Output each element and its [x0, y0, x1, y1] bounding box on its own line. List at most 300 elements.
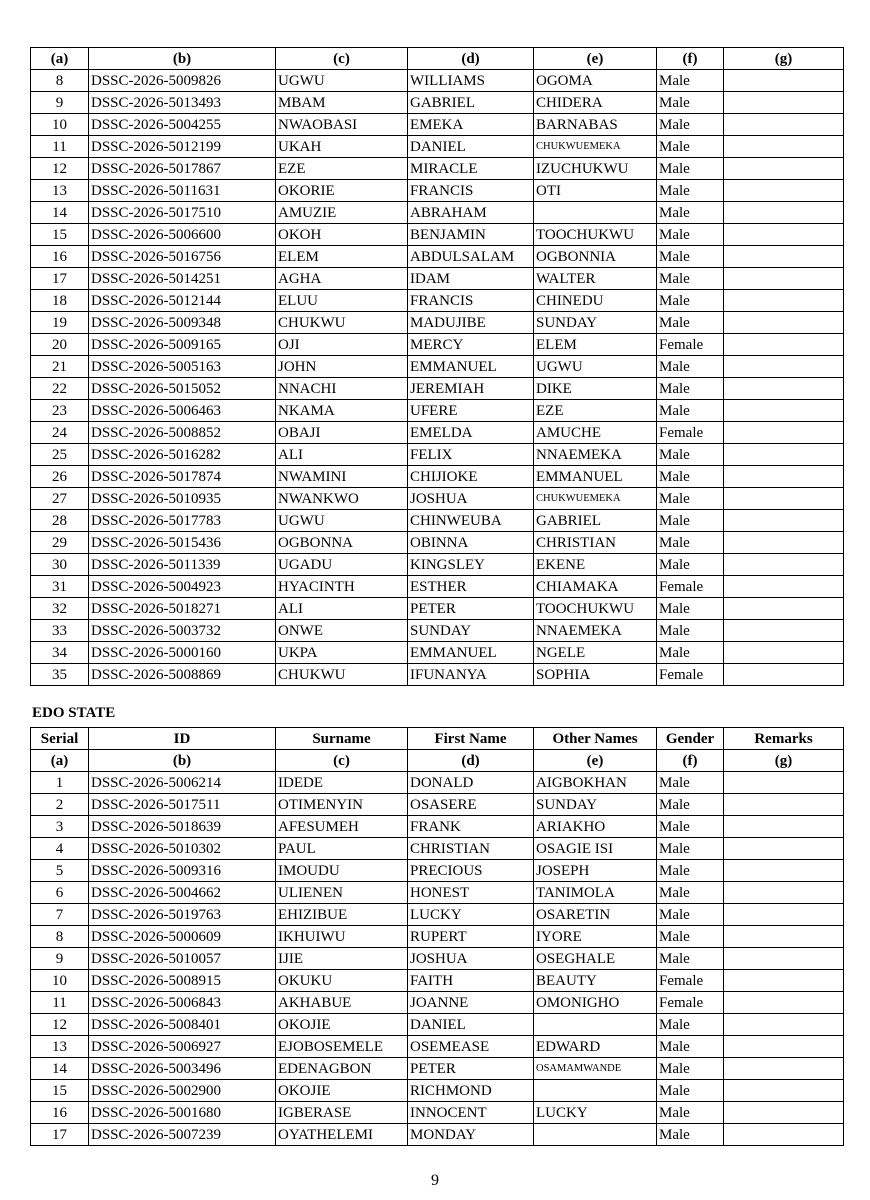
first-name-cell: FAITH [408, 970, 534, 992]
surname-cell: EJOBOSEMELE [276, 1036, 408, 1058]
id-cell: DSSC-2026-5003496 [89, 1058, 276, 1080]
column-letter-1: (b) [89, 48, 276, 70]
gender-cell: Male [657, 224, 724, 246]
gender-cell: Male [657, 1080, 724, 1102]
other-names-cell: AMUCHE [534, 422, 657, 444]
other-names-cell: EMMANUEL [534, 466, 657, 488]
table-row [31, 92, 844, 114]
surname-cell: MBAM [276, 92, 408, 114]
id-cell: DSSC-2026-5003732 [89, 620, 276, 642]
column-letter-3: (d) [408, 750, 534, 772]
remarks-cell [724, 356, 844, 378]
table-row [31, 378, 844, 400]
other-names-cell: NNAEMEKA [534, 444, 657, 466]
table-row [31, 1014, 844, 1036]
remarks-cell [724, 180, 844, 202]
gender-cell: Male [657, 488, 724, 510]
other-names-cell: OSARETIN [534, 904, 657, 926]
id-cell: DSSC-2026-5001680 [89, 1102, 276, 1124]
table-row [31, 114, 844, 136]
table-row [31, 532, 844, 554]
surname-cell: OGBONNA [276, 532, 408, 554]
serial-cell: 20 [31, 334, 89, 356]
gender-cell: Male [657, 510, 724, 532]
surname-cell: AGHA [276, 268, 408, 290]
table-row [31, 948, 844, 970]
surname-cell: EDENAGBON [276, 1058, 408, 1080]
serial-cell: 1 [31, 772, 89, 794]
surname-cell: UGWU [276, 70, 408, 92]
other-names-cell: OSEGHALE [534, 948, 657, 970]
first-name-cell: DANIEL [408, 136, 534, 158]
other-names-cell: TOOCHUKWU [534, 224, 657, 246]
other-names-cell: AIGBOKHAN [534, 772, 657, 794]
serial-cell: 15 [31, 1080, 89, 1102]
other-names-cell: CHIAMAKA [534, 576, 657, 598]
column-header-0: Serial [31, 728, 89, 750]
table-row [31, 290, 844, 312]
remarks-cell [724, 948, 844, 970]
column-letter-1: (b) [89, 750, 276, 772]
table-row [31, 1102, 844, 1124]
id-cell: DSSC-2026-5017510 [89, 202, 276, 224]
surname-cell: OJI [276, 334, 408, 356]
table-row [31, 926, 844, 948]
gender-cell: Female [657, 970, 724, 992]
other-names-cell: SOPHIA [534, 664, 657, 686]
surname-cell: IJIE [276, 948, 408, 970]
serial-cell: 34 [31, 642, 89, 664]
id-cell: DSSC-2026-5012199 [89, 136, 276, 158]
surname-cell: OKOJIE [276, 1014, 408, 1036]
table-row [31, 224, 844, 246]
first-name-cell: DONALD [408, 772, 534, 794]
remarks-cell [724, 992, 844, 1014]
table-row [31, 246, 844, 268]
gender-cell: Male [657, 926, 724, 948]
page-number: 9 [431, 1172, 439, 1189]
surname-cell: IGBERASE [276, 1102, 408, 1124]
first-name-cell: RUPERT [408, 926, 534, 948]
serial-cell: 33 [31, 620, 89, 642]
surname-cell: AFESUMEH [276, 816, 408, 838]
gender-cell: Male [657, 114, 724, 136]
first-name-cell: GABRIEL [408, 92, 534, 114]
other-names-cell: NGELE [534, 642, 657, 664]
column-letter-2: (c) [276, 750, 408, 772]
column-letter-row [31, 750, 844, 772]
section-title: EDO STATE [32, 705, 116, 721]
id-cell: DSSC-2026-5013493 [89, 92, 276, 114]
serial-cell: 16 [31, 246, 89, 268]
other-names-cell: CHRISTIAN [534, 532, 657, 554]
remarks-cell [724, 92, 844, 114]
id-cell: DSSC-2026-5012144 [89, 290, 276, 312]
first-name-cell: ABRAHAM [408, 202, 534, 224]
serial-cell: 29 [31, 532, 89, 554]
first-name-cell: MERCY [408, 334, 534, 356]
surname-cell: OKORIE [276, 180, 408, 202]
first-name-cell: MIRACLE [408, 158, 534, 180]
table-row [31, 904, 844, 926]
other-names-cell: GABRIEL [534, 510, 657, 532]
edo-state-table [30, 727, 844, 1146]
first-name-cell: RICHMOND [408, 1080, 534, 1102]
id-cell: DSSC-2026-5002900 [89, 1080, 276, 1102]
table-row [31, 1036, 844, 1058]
first-name-cell: JEREMIAH [408, 378, 534, 400]
gender-cell: Female [657, 576, 724, 598]
first-name-cell: PETER [408, 1058, 534, 1080]
serial-cell: 35 [31, 664, 89, 686]
id-cell: DSSC-2026-5004662 [89, 882, 276, 904]
serial-cell: 5 [31, 860, 89, 882]
gender-cell: Male [657, 312, 724, 334]
gender-cell: Male [657, 816, 724, 838]
id-cell: DSSC-2026-5011339 [89, 554, 276, 576]
remarks-cell [724, 794, 844, 816]
first-name-cell: IFUNANYA [408, 664, 534, 686]
gender-cell: Male [657, 598, 724, 620]
remarks-cell [724, 642, 844, 664]
id-cell: DSSC-2026-5011631 [89, 180, 276, 202]
column-letter-5: (f) [657, 48, 724, 70]
column-header-2: Surname [276, 728, 408, 750]
surname-cell: ELEM [276, 246, 408, 268]
surname-cell: NKAMA [276, 400, 408, 422]
other-names-cell: CHIDERA [534, 92, 657, 114]
gender-cell: Male [657, 1014, 724, 1036]
first-name-cell: PRECIOUS [408, 860, 534, 882]
gender-cell: Male [657, 444, 724, 466]
other-names-cell [534, 1014, 657, 1036]
remarks-cell [724, 466, 844, 488]
first-name-cell: PETER [408, 598, 534, 620]
other-names-cell: BARNABAS [534, 114, 657, 136]
serial-cell: 32 [31, 598, 89, 620]
gender-cell: Male [657, 290, 724, 312]
other-names-cell: IYORE [534, 926, 657, 948]
id-cell: DSSC-2026-5000609 [89, 926, 276, 948]
remarks-cell [724, 860, 844, 882]
other-names-cell: ARIAKHO [534, 816, 657, 838]
table-row [31, 400, 844, 422]
id-cell: DSSC-2026-5008869 [89, 664, 276, 686]
serial-cell: 25 [31, 444, 89, 466]
column-header-5: Gender [657, 728, 724, 750]
serial-cell: 10 [31, 970, 89, 992]
table-row [31, 620, 844, 642]
other-names-cell: CHUKWUEMEKA [534, 136, 657, 158]
gender-cell: Male [657, 1058, 724, 1080]
other-names-cell: CHUKWUEMEKA [534, 488, 657, 510]
other-names-cell: WALTER [534, 268, 657, 290]
first-name-cell: MONDAY [408, 1124, 534, 1146]
surname-cell: OKUKU [276, 970, 408, 992]
serial-cell: 12 [31, 158, 89, 180]
other-names-cell: OGBONNIA [534, 246, 657, 268]
remarks-cell [724, 772, 844, 794]
surname-cell: UKAH [276, 136, 408, 158]
gender-cell: Female [657, 334, 724, 356]
serial-cell: 13 [31, 1036, 89, 1058]
gender-cell: Male [657, 466, 724, 488]
surname-cell: OKOH [276, 224, 408, 246]
surname-cell: JOHN [276, 356, 408, 378]
remarks-cell [724, 620, 844, 642]
table-row [31, 488, 844, 510]
other-names-cell: OSAMAMWANDE [534, 1058, 657, 1080]
first-name-cell: CHRISTIAN [408, 838, 534, 860]
table-row [31, 1058, 844, 1080]
serial-cell: 14 [31, 1058, 89, 1080]
surname-cell: OTIMENYIN [276, 794, 408, 816]
id-cell: DSSC-2026-5017874 [89, 466, 276, 488]
first-name-cell: KINGSLEY [408, 554, 534, 576]
other-names-cell: LUCKY [534, 1102, 657, 1124]
id-cell: DSSC-2026-5006600 [89, 224, 276, 246]
remarks-cell [724, 158, 844, 180]
first-name-cell: OBINNA [408, 532, 534, 554]
surname-cell: OYATHELEMI [276, 1124, 408, 1146]
remarks-cell [724, 400, 844, 422]
surname-cell: PAUL [276, 838, 408, 860]
gender-cell: Male [657, 860, 724, 882]
surname-cell: UKPA [276, 642, 408, 664]
surname-cell: NNACHI [276, 378, 408, 400]
serial-cell: 12 [31, 1014, 89, 1036]
serial-cell: 15 [31, 224, 89, 246]
id-cell: DSSC-2026-5008401 [89, 1014, 276, 1036]
column-header-1: ID [89, 728, 276, 750]
first-name-cell: OSASERE [408, 794, 534, 816]
surname-cell: AKHABUE [276, 992, 408, 1014]
serial-cell: 2 [31, 794, 89, 816]
table-row [31, 444, 844, 466]
table-row [31, 334, 844, 356]
table-row [31, 642, 844, 664]
id-cell: DSSC-2026-5018271 [89, 598, 276, 620]
remarks-cell [724, 664, 844, 686]
gender-cell: Male [657, 772, 724, 794]
first-name-cell: CHIJIOKE [408, 466, 534, 488]
gender-cell: Male [657, 378, 724, 400]
serial-cell: 30 [31, 554, 89, 576]
table-row [31, 202, 844, 224]
gender-cell: Female [657, 992, 724, 1014]
id-cell: DSSC-2026-5004255 [89, 114, 276, 136]
serial-cell: 13 [31, 180, 89, 202]
surname-cell: EHIZIBUE [276, 904, 408, 926]
column-letter-6: (g) [724, 48, 844, 70]
gender-cell: Male [657, 202, 724, 224]
serial-cell: 26 [31, 466, 89, 488]
other-names-cell: OSAGIE ISI [534, 838, 657, 860]
first-name-cell: WILLIAMS [408, 70, 534, 92]
remarks-cell [724, 488, 844, 510]
id-cell: DSSC-2026-5004923 [89, 576, 276, 598]
gender-cell: Male [657, 246, 724, 268]
id-cell: DSSC-2026-5006843 [89, 992, 276, 1014]
other-names-cell: SUNDAY [534, 312, 657, 334]
column-letter-4: (e) [534, 750, 657, 772]
table-row [31, 576, 844, 598]
first-name-cell: FELIX [408, 444, 534, 466]
gender-cell: Male [657, 642, 724, 664]
first-name-cell: IDAM [408, 268, 534, 290]
remarks-cell [724, 904, 844, 926]
remarks-cell [724, 334, 844, 356]
serial-cell: 21 [31, 356, 89, 378]
remarks-cell [724, 378, 844, 400]
id-cell: DSSC-2026-5014251 [89, 268, 276, 290]
id-cell: DSSC-2026-5017867 [89, 158, 276, 180]
column-letter-row [31, 48, 844, 70]
id-cell: DSSC-2026-5016756 [89, 246, 276, 268]
surname-cell: EZE [276, 158, 408, 180]
table-row [31, 882, 844, 904]
table-row [31, 70, 844, 92]
gender-cell: Male [657, 268, 724, 290]
remarks-cell [724, 1058, 844, 1080]
first-name-cell: ESTHER [408, 576, 534, 598]
serial-cell: 9 [31, 92, 89, 114]
gender-cell: Male [657, 356, 724, 378]
remarks-cell [724, 444, 844, 466]
table-row [31, 356, 844, 378]
first-name-cell: BENJAMIN [408, 224, 534, 246]
table-row [31, 422, 844, 444]
first-name-cell: EMMANUEL [408, 356, 534, 378]
other-names-cell: JOSEPH [534, 860, 657, 882]
serial-cell: 14 [31, 202, 89, 224]
surname-cell: NWAOBASI [276, 114, 408, 136]
id-cell: DSSC-2026-5017783 [89, 510, 276, 532]
id-cell: DSSC-2026-5019763 [89, 904, 276, 926]
column-header-row [31, 728, 844, 750]
serial-cell: 28 [31, 510, 89, 532]
first-name-cell: SUNDAY [408, 620, 534, 642]
table-row [31, 312, 844, 334]
id-cell: DSSC-2026-5010935 [89, 488, 276, 510]
remarks-cell [724, 114, 844, 136]
first-name-cell: UFERE [408, 400, 534, 422]
gender-cell: Male [657, 904, 724, 926]
first-name-cell: EMEKA [408, 114, 534, 136]
other-names-cell: IZUCHUKWU [534, 158, 657, 180]
id-cell: DSSC-2026-5008852 [89, 422, 276, 444]
gender-cell: Male [657, 180, 724, 202]
surname-cell: ALI [276, 444, 408, 466]
other-names-cell: EDWARD [534, 1036, 657, 1058]
remarks-cell [724, 70, 844, 92]
other-names-cell [534, 1124, 657, 1146]
surname-cell: CHUKWU [276, 312, 408, 334]
surname-cell: HYACINTH [276, 576, 408, 598]
serial-cell: 19 [31, 312, 89, 334]
id-cell: DSSC-2026-5018639 [89, 816, 276, 838]
table-row [31, 664, 844, 686]
surname-cell: NWAMINI [276, 466, 408, 488]
surname-cell: UGWU [276, 510, 408, 532]
remarks-cell [724, 312, 844, 334]
id-cell: DSSC-2026-5008915 [89, 970, 276, 992]
id-cell: DSSC-2026-5015436 [89, 532, 276, 554]
remarks-cell [724, 136, 844, 158]
column-header-3: First Name [408, 728, 534, 750]
id-cell: DSSC-2026-5010057 [89, 948, 276, 970]
other-names-cell: BEAUTY [534, 970, 657, 992]
surname-cell: OKOJIE [276, 1080, 408, 1102]
gender-cell: Male [657, 400, 724, 422]
table-row [31, 1124, 844, 1146]
remarks-cell [724, 1014, 844, 1036]
remarks-cell [724, 290, 844, 312]
column-header-6: Remarks [724, 728, 844, 750]
remarks-cell [724, 224, 844, 246]
gender-cell: Male [657, 1102, 724, 1124]
table-row [31, 992, 844, 1014]
id-cell: DSSC-2026-5006463 [89, 400, 276, 422]
id-cell: DSSC-2026-5009316 [89, 860, 276, 882]
serial-cell: 11 [31, 992, 89, 1014]
first-name-cell: JOSHUA [408, 948, 534, 970]
gender-cell: Male [657, 882, 724, 904]
first-name-cell: JOANNE [408, 992, 534, 1014]
gender-cell: Female [657, 422, 724, 444]
remarks-cell [724, 268, 844, 290]
other-names-cell: TOOCHUKWU [534, 598, 657, 620]
id-cell: DSSC-2026-5007239 [89, 1124, 276, 1146]
other-names-cell: CHINEDU [534, 290, 657, 312]
remarks-cell [724, 1102, 844, 1124]
column-letter-3: (d) [408, 48, 534, 70]
first-name-cell: DANIEL [408, 1014, 534, 1036]
other-names-cell: EZE [534, 400, 657, 422]
id-cell: DSSC-2026-5009826 [89, 70, 276, 92]
table-row [31, 772, 844, 794]
gender-cell: Male [657, 158, 724, 180]
first-name-cell: MADUJIBE [408, 312, 534, 334]
serial-cell: 9 [31, 948, 89, 970]
first-name-cell: EMMANUEL [408, 642, 534, 664]
remarks-cell [724, 970, 844, 992]
other-names-cell: EKENE [534, 554, 657, 576]
other-names-cell: ELEM [534, 334, 657, 356]
first-name-cell: CHINWEUBA [408, 510, 534, 532]
serial-cell: 24 [31, 422, 89, 444]
column-header-4: Other Names [534, 728, 657, 750]
serial-cell: 11 [31, 136, 89, 158]
table-row [31, 970, 844, 992]
serial-cell: 17 [31, 1124, 89, 1146]
serial-cell: 18 [31, 290, 89, 312]
gender-cell: Male [657, 794, 724, 816]
gender-cell: Female [657, 664, 724, 686]
remarks-cell [724, 838, 844, 860]
gender-cell: Male [657, 532, 724, 554]
table-row [31, 860, 844, 882]
table-row [31, 1080, 844, 1102]
table-row [31, 466, 844, 488]
id-cell: DSSC-2026-5009165 [89, 334, 276, 356]
other-names-cell: OTI [534, 180, 657, 202]
remarks-cell [724, 1080, 844, 1102]
gender-cell: Male [657, 92, 724, 114]
surname-cell: NWANKWO [276, 488, 408, 510]
gender-cell: Male [657, 948, 724, 970]
gender-cell: Male [657, 1124, 724, 1146]
